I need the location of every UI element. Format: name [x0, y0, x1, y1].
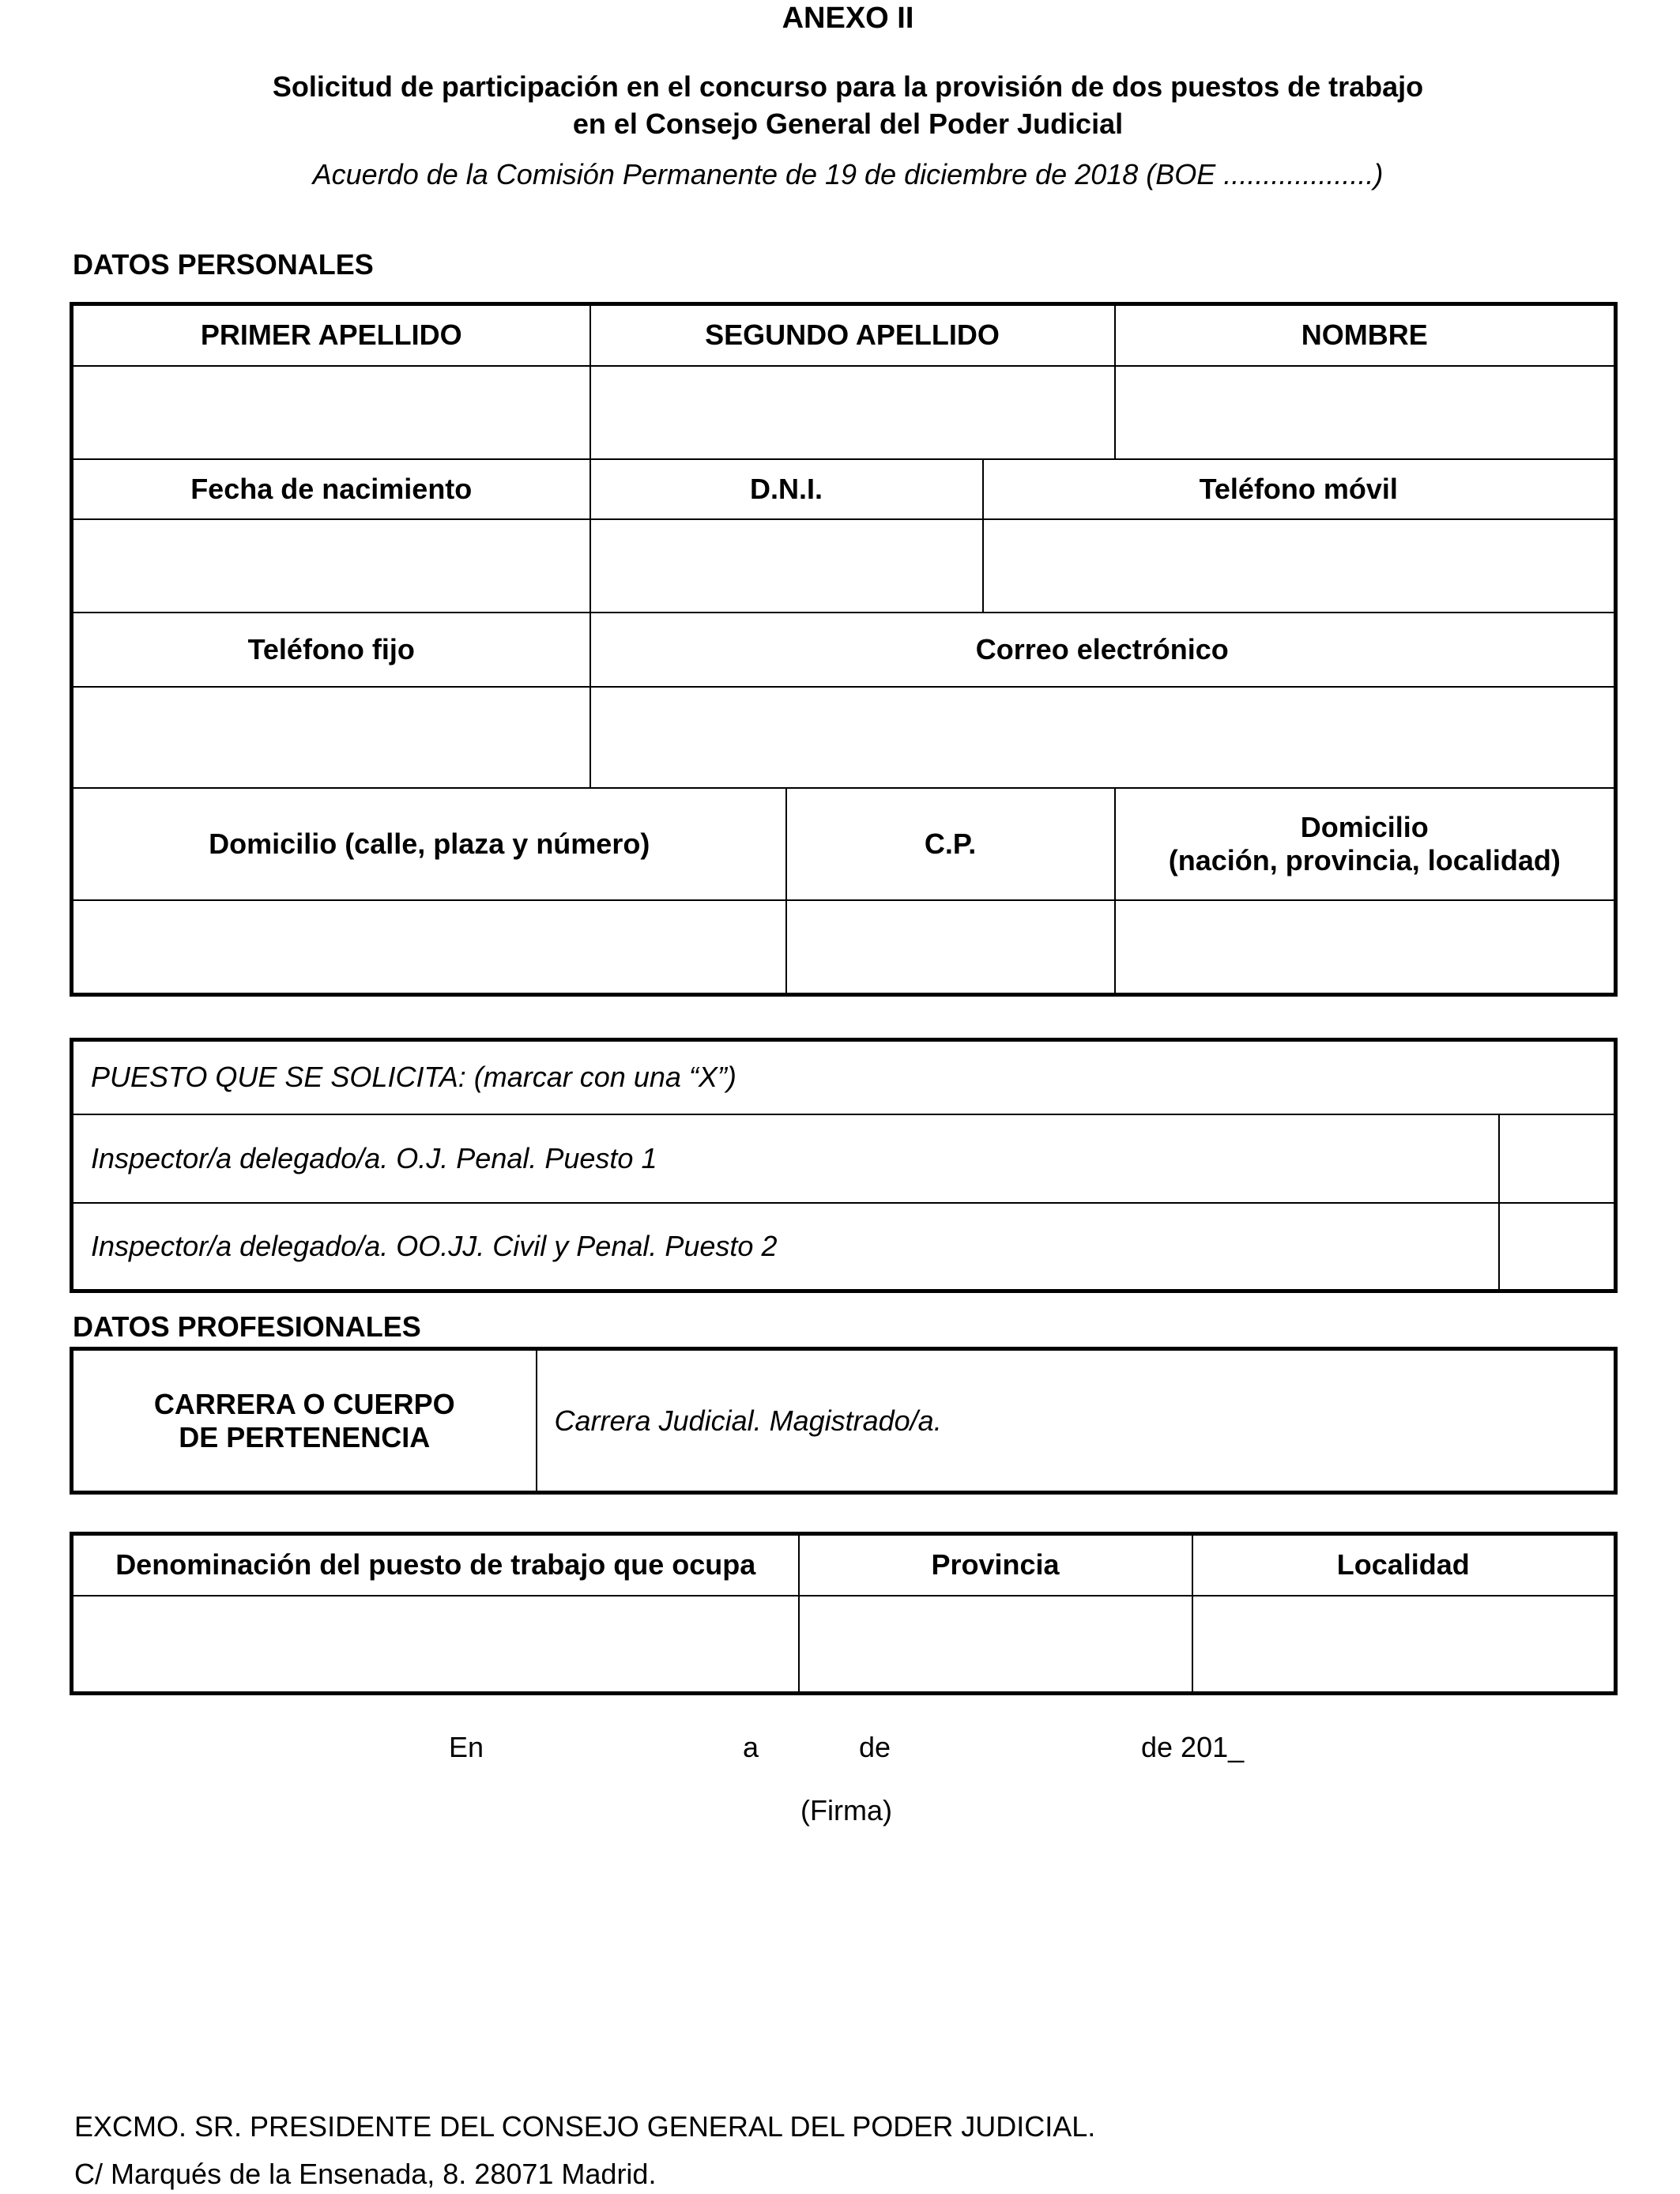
puesto-actual-table [70, 1532, 1618, 1695]
puesto-table [70, 1038, 1618, 1293]
puesto-option-2-checkbox[interactable] [1499, 1203, 1616, 1291]
signature-label: (Firma) [800, 1794, 892, 1826]
date-line-year: de 201_ [1141, 1731, 1245, 1763]
domicilio-calle-field[interactable] [72, 900, 786, 995]
provincia-field[interactable] [799, 1596, 1192, 1694]
section-title-personal: DATOS PERSONALES [73, 248, 374, 281]
domicilio-nacion-label-line-1: Domicilio [1300, 810, 1429, 843]
domicilio-calle-label: Domicilio (calle, plaza y número) [72, 788, 786, 900]
segundo-apellido-field[interactable] [590, 366, 1115, 459]
puesto-option-1-checkbox[interactable] [1499, 1114, 1616, 1203]
puesto-option-1-label: Inspector/a delegado/a. O.J. Penal. Puesto 1 [72, 1114, 1499, 1203]
domicilio-nacion-label [1115, 788, 1616, 900]
telefono-movil-label: Teléfono móvil [983, 459, 1616, 519]
date-line-de: de [859, 1731, 891, 1763]
carrera-label-line-1: CARRERA O CUERPO [153, 1387, 455, 1420]
puesto-header: PUESTO QUE SE SOLICITA: (marcar con una “X”) [72, 1040, 1616, 1114]
footer-address: C/ Marqués de la Ensenada, 8. 28071 Madrid. [74, 2158, 657, 2190]
fecha-nacimiento-field[interactable] [72, 519, 590, 613]
primer-apellido-field[interactable] [72, 366, 590, 459]
page-title: ANEXO II [782, 2, 914, 35]
dni-label: D.N.I. [590, 459, 983, 519]
domicilio-nacion-label-line-2: (nación, provincia, localidad) [1168, 843, 1561, 876]
carrera-label [72, 1349, 537, 1493]
correo-field[interactable] [590, 687, 1616, 788]
telefono-fijo-label: Teléfono fijo [72, 613, 590, 687]
date-line-en: En [449, 1731, 484, 1763]
nombre-field[interactable] [1115, 366, 1616, 459]
footer-addressee: EXCMO. SR. PRESIDENTE DEL CONSEJO GENERAL DEL PODER JUDICIAL. [74, 2110, 1096, 2143]
correo-label: Correo electrónico [590, 613, 1616, 687]
fecha-nacimiento-label: Fecha de nacimiento [72, 459, 590, 519]
primer-apellido-label: PRIMER APELLIDO [72, 304, 590, 366]
agreement-reference: Acuerdo de la Comisión Permanente de 19 de diciembre de 2018 (BOE ...................) [312, 158, 1384, 190]
domicilio-nacion-field[interactable] [1115, 900, 1616, 995]
personal-data-table [70, 302, 1618, 997]
carrera-value: Carrera Judicial. Magistrado/a. [537, 1349, 1616, 1493]
provincia-label: Provincia [799, 1534, 1192, 1596]
segundo-apellido-label: SEGUNDO APELLIDO [590, 304, 1115, 366]
telefono-fijo-field[interactable] [72, 687, 590, 788]
denominacion-field[interactable] [72, 1596, 799, 1694]
carrera-label-line-2: DE PERTENENCIA [179, 1420, 431, 1453]
cp-label: C.P. [786, 788, 1115, 900]
telefono-movil-field[interactable] [983, 519, 1616, 613]
date-line-a: a [743, 1731, 759, 1763]
carrera-table [70, 1347, 1618, 1495]
puesto-option-2-label: Inspector/a delegado/a. OO.JJ. Civil y Penal. Puesto 2 [72, 1203, 1499, 1291]
localidad-field[interactable] [1192, 1596, 1616, 1694]
form-subtitle [0, 68, 1680, 142]
localidad-label: Localidad [1192, 1534, 1616, 1596]
cp-field[interactable] [786, 900, 1115, 995]
dni-field[interactable] [590, 519, 983, 613]
section-title-profesional: DATOS PROFESIONALES [73, 1310, 421, 1343]
nombre-label: NOMBRE [1115, 304, 1616, 366]
denominacion-label: Denominación del puesto de trabajo que ocupa [72, 1534, 799, 1596]
subtitle-line-1: Solicitud de participación en el concurso para la provisión de dos puestos de trabajo [272, 70, 1424, 103]
subtitle-line-2: en el Consejo General del Poder Judicial [572, 107, 1124, 140]
